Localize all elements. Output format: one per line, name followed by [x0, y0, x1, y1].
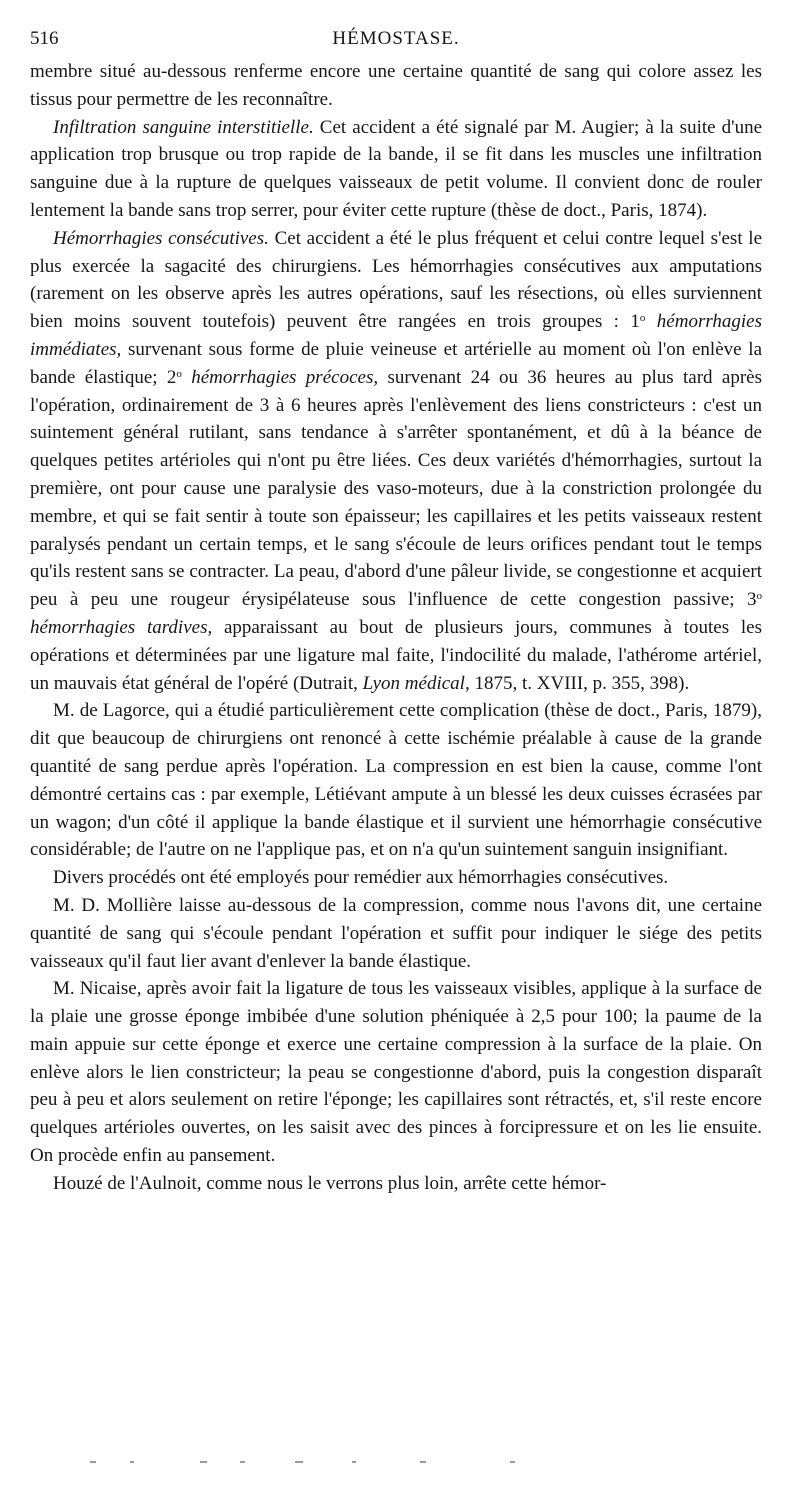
section-heading-hemorrhagies: Hémorrhagies consécutives. — [53, 227, 269, 249]
page-number: 516 — [30, 28, 59, 49]
paragraph-lagorce: M. de Lagorce, qui a étudié particulièrement cette complication (thèse de doct., Paris, 1879), dit que beaucoup de chirurgiens ont renoncé à cette ischémie préalable à cause de la grande quantité de sang perdue après l'opération. La compression en est bien la cause, comme l'ont démontré certains cas : par exemple, Létiévant ampute à un blessé les deux cuisses écrasées par un wagon; d'un côté il applique la bande élastique et il survient une hémorrhagie consécutive considérable; de l'autre on ne l'applique pas, et on n'a qu'un suintement sanguin insignifiant. — [30, 700, 762, 861]
running-title: HÉMOSTASE. — [332, 28, 460, 49]
paragraph-continued: membre situé au-dessous renferme encore une certaine quantité de sang qui colore assez les tissus pour permettre de les reconnaître. — [30, 61, 762, 110]
running-header — [30, 28, 762, 58]
paragraph-hemorrhagies: Hémorrhagies consécutives. Cet accident a été le plus fréquent et celui contre lequel s'est le plus exercée la sagacité des chirurgiens. Les hémorrhagies consécutives aux amputations (rarement on les observe après les autres opérations, sauf les résections, où elles surviennent bien moins souvent toutefois) peuvent être rangées en trois groupes : 1$^o$ hémorrhagies immédiates, survenant sous forme de pluie veineuse et artérielle au moment où l'on enlève la bande élastique; 2$^o$ hémorrhagies précoces, survenant 24 ou 36 heures au plus tard après l'opération, ordinairement de 3 à 6 heures après l'enlèvement des liens constricteurs : c'est un suintement général rutilant, sans tendance à s'arrêter spontanément, et dû à la béance de quelques petites artérioles qui n'ont pu être liées. Ces deux variétés d'hémorrhagies, surtout la première, ont pour cause une paralysie des vaso-moteurs, due à la constriction prolongée du membre, et qui se fait sentir à toute son épaisseur; les capillaires et les petits vaisseaux restent paralysés pendant un certain temps, et le sang s'écoule de leurs orifices pendant tout le temps qu'ils restent sans se contracter. La peau, d'abord d'une pâleur livide, se congestionne et acquiert peu à peu une rougeur érysipélateuse sous l'influence de cette congestion passive; 3$^o$ hémorrhagies tardives, apparaissant au bout de plusieurs jours, communes à toutes les opérations et déterminées par une ligature mal faite, l'indocilité du malade, l'athérome artériel, un mauvais état général de l'opéré (Dutrait, Lyon médical, 1875, t. XVIII, p. 355, 398). — [30, 227, 763, 694]
paragraph-infiltration: Infiltration sanguine interstitielle. Cet accident a été signalé par M. Augier; à la suite d'une application trop brusque ou trop rapide de la bande, il se fit dans les muscles une infiltration sanguine due à la rupture de quelques vaisseaux de petit volume. Il convient donc de rouler lentement la bande sans trop serrer, pour éviter cette rupture (thèse de doct., Paris, 1874). — [30, 116, 762, 221]
paragraph-molliere: M. D. Mollière laisse au-dessous de la compression, comme nous l'avons dit, une certaine quantité de sang qui s'écoule pendant l'opération et suffit pour indiquer le siége des petits vaisseaux qu'il faut lier avant d'enlever la bande élastique. — [30, 894, 762, 972]
paragraph-houze: Houzé de l'Aulnoit, comme nous le verrons plus loin, arrête cette hémor- — [53, 1172, 607, 1194]
paragraph-nicaise: M. Nicaise, après avoir fait la ligature de tous les vaisseaux visibles, applique à la surface de la plaie une grosse éponge imbibée d'une solution phéniquée à 2,5 pour 100; la paume de la main appuie sur cette éponge et exerce une certaine compression à la surface de la plaie. On enlève alors le lien constricteur; la peau se congestionne d'abord, puis la congestion disparaît peu à peu et alors seulement on retire l'éponge; les capillaires sont rétractés, et, s'il reste encore quelques artérioles ouvertes, on les saisit avec des pinces à forcipressure et on les lie ensuite. On procède enfin au pansement. — [30, 978, 762, 1167]
section-heading-infiltration: Infiltration sanguine interstitielle. — [53, 116, 314, 138]
bleed-through-marks — [90, 1460, 550, 1464]
page-body — [30, 58, 762, 1198]
book-page — [30, 28, 762, 1198]
paragraph-procedes: Divers procédés ont été employés pour remédier aux hémorrhagies consécutives. — [53, 867, 669, 889]
